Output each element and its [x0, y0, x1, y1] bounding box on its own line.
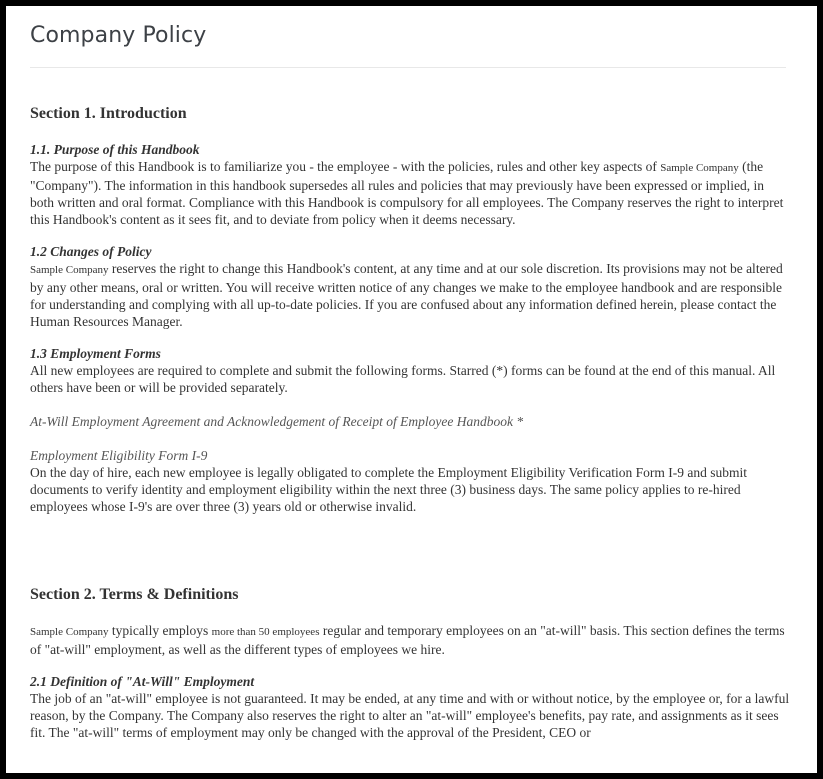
subsection-1-3-heading: 1.3 Employment Forms	[30, 346, 161, 361]
title-divider	[30, 67, 786, 68]
subsection-1-3	[30, 345, 790, 396]
subsection-1-1-heading: 1.1. Purpose of this Handbook	[30, 142, 200, 157]
company-name: Sample Company	[30, 626, 109, 638]
subsection-1-1	[30, 141, 790, 228]
company-name: Sample Company	[660, 162, 739, 174]
section-1-heading: Section 1. Introduction	[30, 105, 187, 122]
subsection-1-1-text: The purpose of this Handbook is to familiarize you - the employee - with the policies, rules and other key aspects of Sample Company (the "Company"). The information in this handbook supersedes all rules and policies that may previously have been expressed or implied, in both written and oral format. Compliance with this Handbook is compulsory for all employees. The Company reserves the right to interpret this Handbook's content as it sees fit, and to deviate from policy when it deems necessary.	[30, 159, 784, 227]
subsection-1-3-text: All new employees are required to complete and submit the following forms. Starred (*) forms can be found at the end of this manual. All others have been or will be provided separately.	[30, 363, 776, 395]
section-2-intro	[30, 622, 790, 658]
subsection-1-2	[30, 243, 790, 330]
subsection-2-1	[30, 673, 790, 741]
subsection-2-1-heading: 2.1 Definition of "At-Will" Employment	[30, 674, 255, 689]
form-i9-heading: Employment Eligibility Form I-9	[30, 448, 208, 463]
page-title: Company Policy	[30, 23, 207, 48]
section-2-heading: Section 2. Terms & Definitions	[30, 586, 239, 603]
company-name: Sample Company	[30, 264, 109, 276]
form-at-will-agreement: At-Will Employment Agreement and Acknowledgement of Receipt of Employee Handbook *	[30, 414, 524, 429]
form-i9-text: On the day of hire, each new employee is legally obligated to complete the Employment Eligibility Verification Form I-9 and submit documents to verify identity and employment eligibility within the next three (3) business days. The same policy applies to re-hired employees whose I-9's are over three (3) years old or otherwise invalid.	[30, 465, 747, 514]
section-2-intro-text: Sample Company typically employs more than 50 employees regular and temporary employees on an "at-will" basis. This section defines the terms of "at-will" employment, as well as the different types of employees we hire.	[30, 623, 785, 657]
subsection-1-2-heading: 1.2 Changes of Policy	[30, 244, 152, 259]
employee-count: more than 50 employees	[211, 626, 320, 638]
subsection-2-1-text: The job of an "at-will" employee is not guaranteed. It may be ended, at any time and with or without notice, by the employee or, for a lawful reason, by the Company. The Company also reserves the right to alter an "at-will" employee's benefits, pay rate, and assignments as it sees fit. The "at-will" terms of employment may only be changed with the approval of the President, CEO or	[30, 691, 790, 740]
subsection-1-2-text: Sample Company reserves the right to change this Handbook's content, at any time and at our sole discretion. Its provisions may not be altered by any other means, oral or written. You will receive written notice of any changes we make to the employee handbook and are responsible for understanding and complying with all up-to-date policies. If you are confused about any information defined herein, please contact the Human Resources Manager.	[30, 261, 783, 329]
form-i9	[30, 447, 790, 515]
